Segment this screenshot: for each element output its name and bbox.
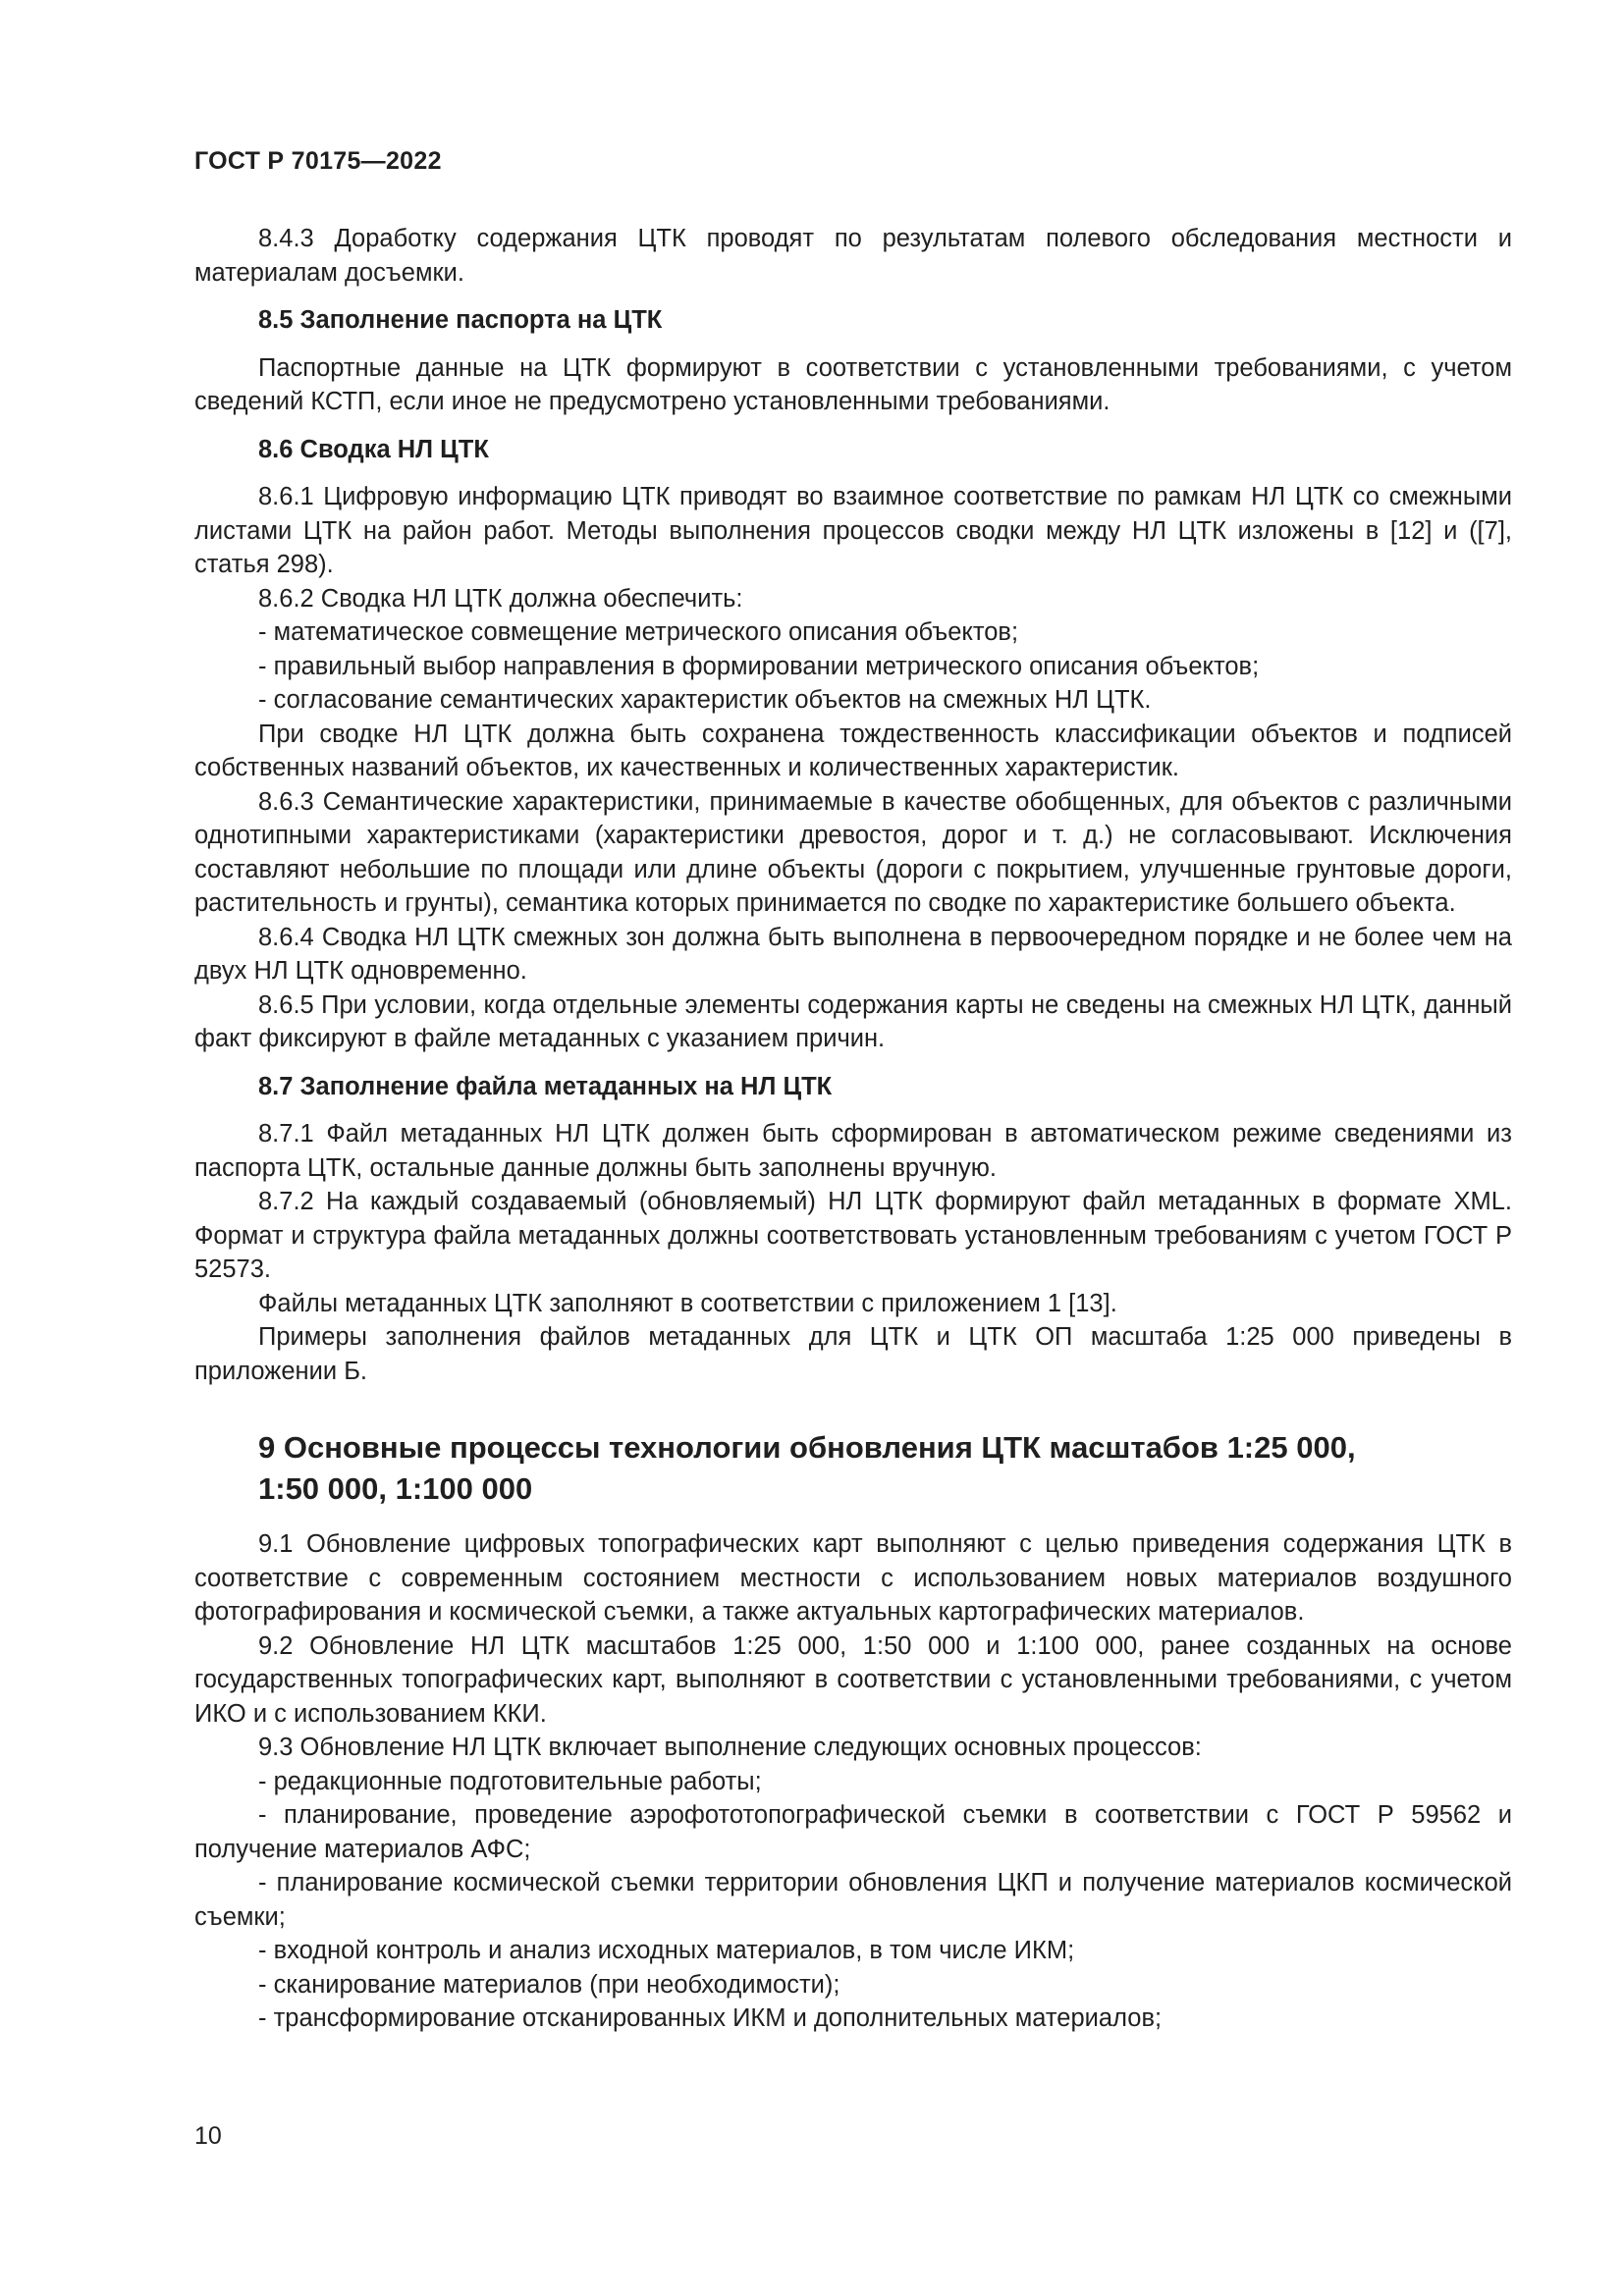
paragraph-9-2: 9.2 Обновление НЛ ЦТК масштабов 1:25 000, 1:50 000 и 1:100 000, ранее созданных на основе государственных топографических карт, выполняют в соответствии с установленными требованиями, с учетом ИКО и с использованием ККИ. bbox=[194, 1631, 1512, 1728]
paragraph-9-1: 9.1 Обновление цифровых топографических карт выполняют с целью приведения содержания ЦТК в соответствие с современным состоянием местности с использованием новых материалов воздушного фотографирования и космической съемки, а также актуальных картографических материалов. bbox=[194, 1530, 1512, 1626]
section-9-heading-line1: 9 Основные процессы технологии обновления ЦТК масштабов 1:25 000, bbox=[258, 1430, 1356, 1465]
paragraph-8-7-1: 8.7.1 Файл метаданных НЛ ЦТК должен быть сформирован в автоматическом режиме сведениями из паспорта ЦТК, остальные данные должны быть заполнены вручную. bbox=[194, 1120, 1512, 1182]
paragraph-8-6-3: 8.6.3 Семантические характеристики, принимаемые в качестве обобщенных, для объектов с различными однотипными характеристиками (характеристики древостоя, дорог и т. д.) не согласовывают. Исключения составляют небольшие по площади или длине объекты (дороги с покрытием, улучшенные грунтовые дороги, растительность и грунты), семантика которых принимается по сводке по характеристике большего объекта. bbox=[194, 787, 1512, 917]
paragraph-9-3: 9.3 Обновление НЛ ЦТК включает выполнение следующих основных процессов: bbox=[258, 1734, 1202, 1761]
paragraph-8-6-2-note: При сводке НЛ ЦТК должна быть сохранена тождественность классификации объектов и подписей собственных названий объектов, их качественных и количественных характеристик. bbox=[194, 720, 1512, 781]
paragraph-8-7-2-examples: Примеры заполнения файлов метаданных для ЦТК и ЦТК ОП масштаба 1:25 000 приведены в приложении Б. bbox=[194, 1323, 1512, 1385]
list-item: - сканирование материалов (при необходимости); bbox=[258, 1970, 840, 1999]
list-item: - планирование, проведение аэрофототопографической съемки в соответствии с ГОСТ Р 59562 и получение материалов АФС; bbox=[194, 1801, 1512, 1863]
list-item: - планирование космической съемки территории обновления ЦКП и получение материалов космической съемки; bbox=[194, 1869, 1512, 1931]
paragraph-8-6-4: 8.6.4 Сводка НЛ ЦТК смежных зон должна быть выполнена в первоочередном порядке и не более чем на двух НЛ ЦТК одновременно. bbox=[194, 923, 1512, 985]
heading-8-5: 8.5 Заполнение паспорта на ЦТК bbox=[258, 306, 663, 334]
standard-header: ГОСТ Р 70175—2022 bbox=[194, 147, 442, 175]
paragraph-8-4-3: 8.4.3 Доработку содержания ЦТК проводят по результатам полевого обследования местности и материалам досъемки. bbox=[194, 225, 1512, 287]
list-item: - согласование семантических характеристик объектов на смежных НЛ ЦТК. bbox=[258, 686, 1152, 714]
section-9-heading-line2: 1:50 000, 1:100 000 bbox=[258, 1471, 533, 1506]
list-item: - входной контроль и анализ исходных материалов, в том числе ИКМ; bbox=[258, 1937, 1075, 1964]
list-item: - математическое совмещение метрического описания объектов; bbox=[258, 618, 1019, 646]
paragraph-8-5: Паспортные данные на ЦТК формируют в соответствии с установленными требованиями, с учетом сведений КСТП, если иное не предусмотрено установленными требованиями. bbox=[194, 353, 1512, 415]
paragraph-8-7-2-files: Файлы метаданных ЦТК заполняют в соответствии с приложением 1 [13]. bbox=[258, 1289, 1117, 1317]
list-item: - редакционные подготовительные работы; bbox=[258, 1767, 762, 1795]
section-9-heading bbox=[194, 1427, 1512, 1510]
page-content bbox=[194, 222, 1512, 2036]
heading-8-6: 8.6 Сводка НЛ ЦТК bbox=[258, 435, 489, 463]
list-item: - трансформирование отсканированных ИКМ и дополнительных материалов; bbox=[258, 2004, 1163, 2032]
list-item: - правильный выбор направления в формировании метрического описания объектов; bbox=[258, 652, 1260, 680]
paragraph-8-6-1: 8.6.1 Цифровую информацию ЦТК приводят во взаимное соответствие по рамкам НЛ ЦТК со смежными листами ЦТК на район работ. Методы выполнения процессов сводки между НЛ ЦТК изложены в [12] и ([7], статья 298). bbox=[194, 483, 1512, 578]
paragraph-8-6-2: 8.6.2 Сводка НЛ ЦТК должна обеспечить: bbox=[258, 584, 743, 613]
paragraph-8-7-2: 8.7.2 На каждый создаваемый (обновляемый) НЛ ЦТК формируют файл метаданных в формате XML. Формат и структура файла метаданных должны соответствовать установленным требованиям с учетом ГОСТ Р 52573. bbox=[194, 1188, 1512, 1283]
page-number: 10 bbox=[194, 2122, 222, 2150]
heading-8-7: 8.7 Заполнение файла метаданных на НЛ ЦТК bbox=[258, 1072, 833, 1100]
paragraph-8-6-5: 8.6.5 При условии, когда отдельные элементы содержания карты не сведены на смежных НЛ ЦТК, данный факт фиксируют в файле метаданных с указанием причин. bbox=[194, 990, 1512, 1052]
